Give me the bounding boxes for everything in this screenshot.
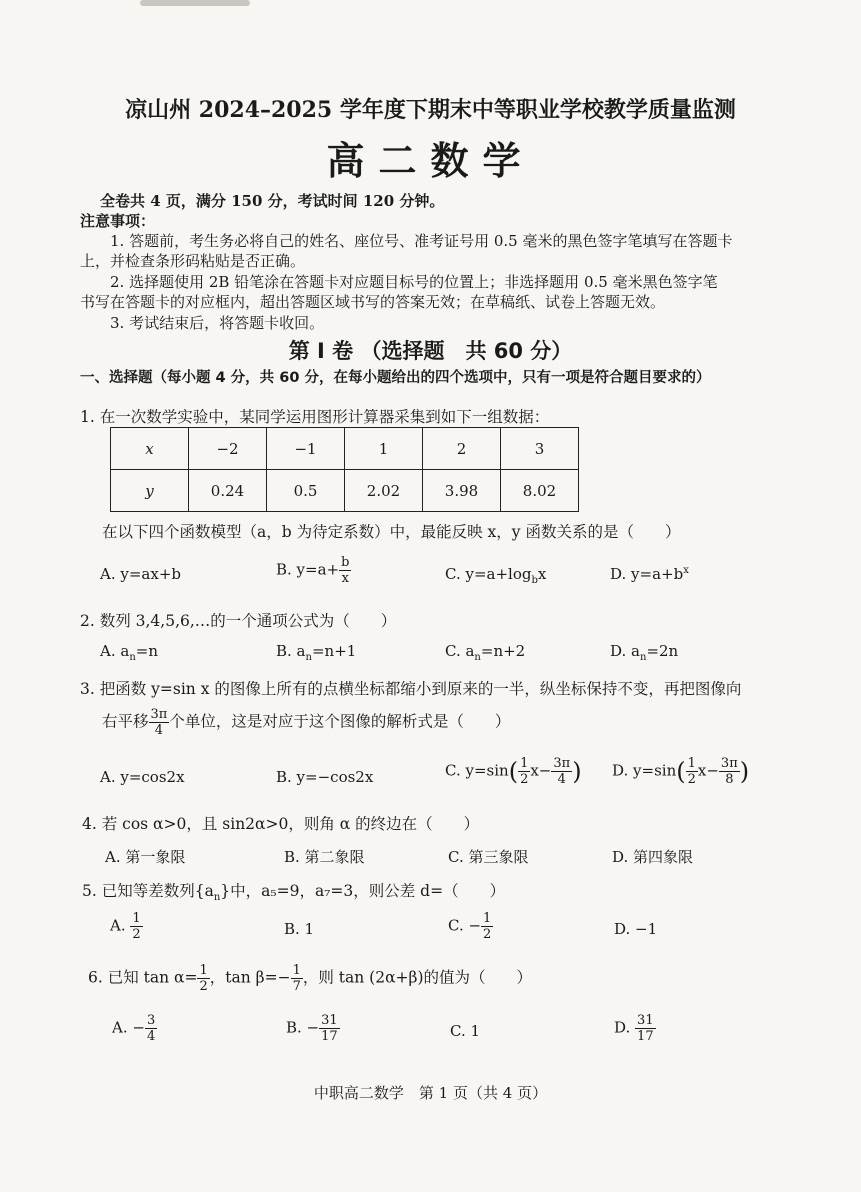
note-2-line-2: 书写在答题卡的对应框内，超出答题区域书写的答案无效；在草稿纸、试卷上答题无效。 xyxy=(80,293,666,311)
q3-stem-line-2: 右平移 $\frac{3\pi}{4}$ 个单位，这是对应于这个图像的解析式是（ ） xyxy=(102,707,511,738)
q3-option-c: C. y=sin( $\frac{1}{2}$ x− $\frac{3\pi}{4}$ ) xyxy=(445,756,582,787)
q5-option-d: D. −1 xyxy=(614,920,658,938)
note-1-line-1: 1. 答题前，考生务必将自己的姓名、座位号、准考证号用 0.5 毫米的黑色签字笔填写在答题卡 xyxy=(110,232,733,250)
q6-option-b: B. − $\frac{31}{17}$ xyxy=(286,1013,338,1044)
table-cell: 0.24 xyxy=(189,470,267,512)
q4-option-d: D. 第四象限 xyxy=(612,848,694,866)
scan-artifact xyxy=(140,0,250,6)
table-cell: 3.98 xyxy=(423,470,501,512)
table-cell: −1 xyxy=(267,428,345,470)
q5-stem: 5. 已知等差数列$\{a_n\}$中，a₅=9，a₇=3，则公差 d=（ ） xyxy=(82,882,506,904)
note-3: 3. 考试结束后，将答题卡收回。 xyxy=(110,314,325,332)
notes-title: 注意事项： xyxy=(80,212,156,230)
q2-option-b: B. $a_n=n+1$ xyxy=(276,642,357,663)
table-cell: 3 xyxy=(501,428,579,470)
q1-option-b: B. y=a+ $\frac{b}{x}$ xyxy=(276,555,350,586)
section-title: 第 Ⅰ 卷 （选择题 共 60 分） xyxy=(288,339,573,363)
q1-option-a: A. y=ax+b xyxy=(100,565,181,583)
q1-data-table xyxy=(110,427,579,512)
table-header-y: y xyxy=(111,470,189,512)
table-header-x: x xyxy=(111,428,189,470)
q4-option-a: A. 第一象限 xyxy=(105,848,186,866)
q2-stem: 2. 数列 3,4,5,6,…的一个通项公式为（ ） xyxy=(80,612,397,630)
q1-option-c: C. $y=a+\log_bx$ xyxy=(445,565,547,586)
note-1-line-2: 上，并检查条形码粘贴是否正确。 xyxy=(80,252,306,270)
table-cell: 0.5 xyxy=(267,470,345,512)
q1-option-d: D. $y=a+b^x$ xyxy=(610,565,689,583)
q3-option-a: A. y=cos2x xyxy=(100,768,185,786)
q6-stem: 6. 已知 tan α= $\frac{1}{2}$ ，tan β=− $\frac{1}{7}$ ，则 tan (2α+β)的值为（ ） xyxy=(88,963,533,994)
q4-stem: 4. 若 cos α>0，且 sin2α>0，则角 α 的终边在（ ） xyxy=(82,815,480,833)
exam-summary: 全卷共 4 页，满分 150 分，考试时间 120 分钟。 xyxy=(100,192,445,210)
exam-title: 凉山州 2024–2025 学年度下期末中等职业学校教学质量监测 xyxy=(125,97,736,123)
table-cell: 8.02 xyxy=(501,470,579,512)
q2-option-a: A. $a_n=n$ xyxy=(100,642,158,663)
q6-option-c: C. 1 xyxy=(450,1022,481,1040)
q2-option-c: C. $a_n=n+2$ xyxy=(445,642,526,663)
q3-option-d: D. y=sin( $\frac{1}{2}$ x− $\frac{3\pi}{8}$ ) xyxy=(612,756,750,787)
q5-option-c: C. − $\frac{1}{2}$ xyxy=(448,911,492,942)
note-2-line-1: 2. 选择题使用 2B 铅笔涂在答题卡对应题目标号的位置上；非选择题用 0.5 毫米黑色签字笔 xyxy=(110,273,718,291)
q6-option-d: D. $\frac{31}{17}$ xyxy=(614,1013,654,1044)
page-footer: 中职高二数学 第 1 页（共 4 页） xyxy=(313,1084,548,1102)
table-cell: 1 xyxy=(345,428,423,470)
q4-option-b: B. 第二象限 xyxy=(284,848,365,866)
q1-stem: 1. 在一次数学实验中，某同学运用图形计算器采集到如下一组数据： xyxy=(80,408,550,426)
table-row xyxy=(111,428,579,470)
q3-option-b: B. y=−cos2x xyxy=(276,768,374,786)
q5-option-a: A. $\frac{1}{2}$ xyxy=(110,911,141,942)
q4-option-c: C. 第三象限 xyxy=(448,848,529,866)
q5-option-b: B. 1 xyxy=(284,920,315,938)
q3-stem-line-1: 3. 把函数 y=sin x 的图像上所有的点横坐标都缩小到原来的一半，纵坐标保持不变，再把图像向 xyxy=(80,680,742,698)
table-row xyxy=(111,470,579,512)
q6-option-a: A. − $\frac{3}{4}$ xyxy=(112,1013,156,1044)
table-cell: 2.02 xyxy=(345,470,423,512)
q2-option-d: D. $a_n=2n$ xyxy=(610,642,679,663)
q1-prompt: 在以下四个函数模型（a，b 为待定系数）中，最能反映 x，y 函数关系的是（ ） xyxy=(102,523,681,541)
table-cell: 2 xyxy=(423,428,501,470)
table-cell: −2 xyxy=(189,428,267,470)
section-instruction: 一、选择题（每小题 4 分，共 60 分，在每小题给出的四个选项中，只有一项是符合题目要求的） xyxy=(80,370,711,386)
subject-title: 高二数学 xyxy=(326,139,535,183)
